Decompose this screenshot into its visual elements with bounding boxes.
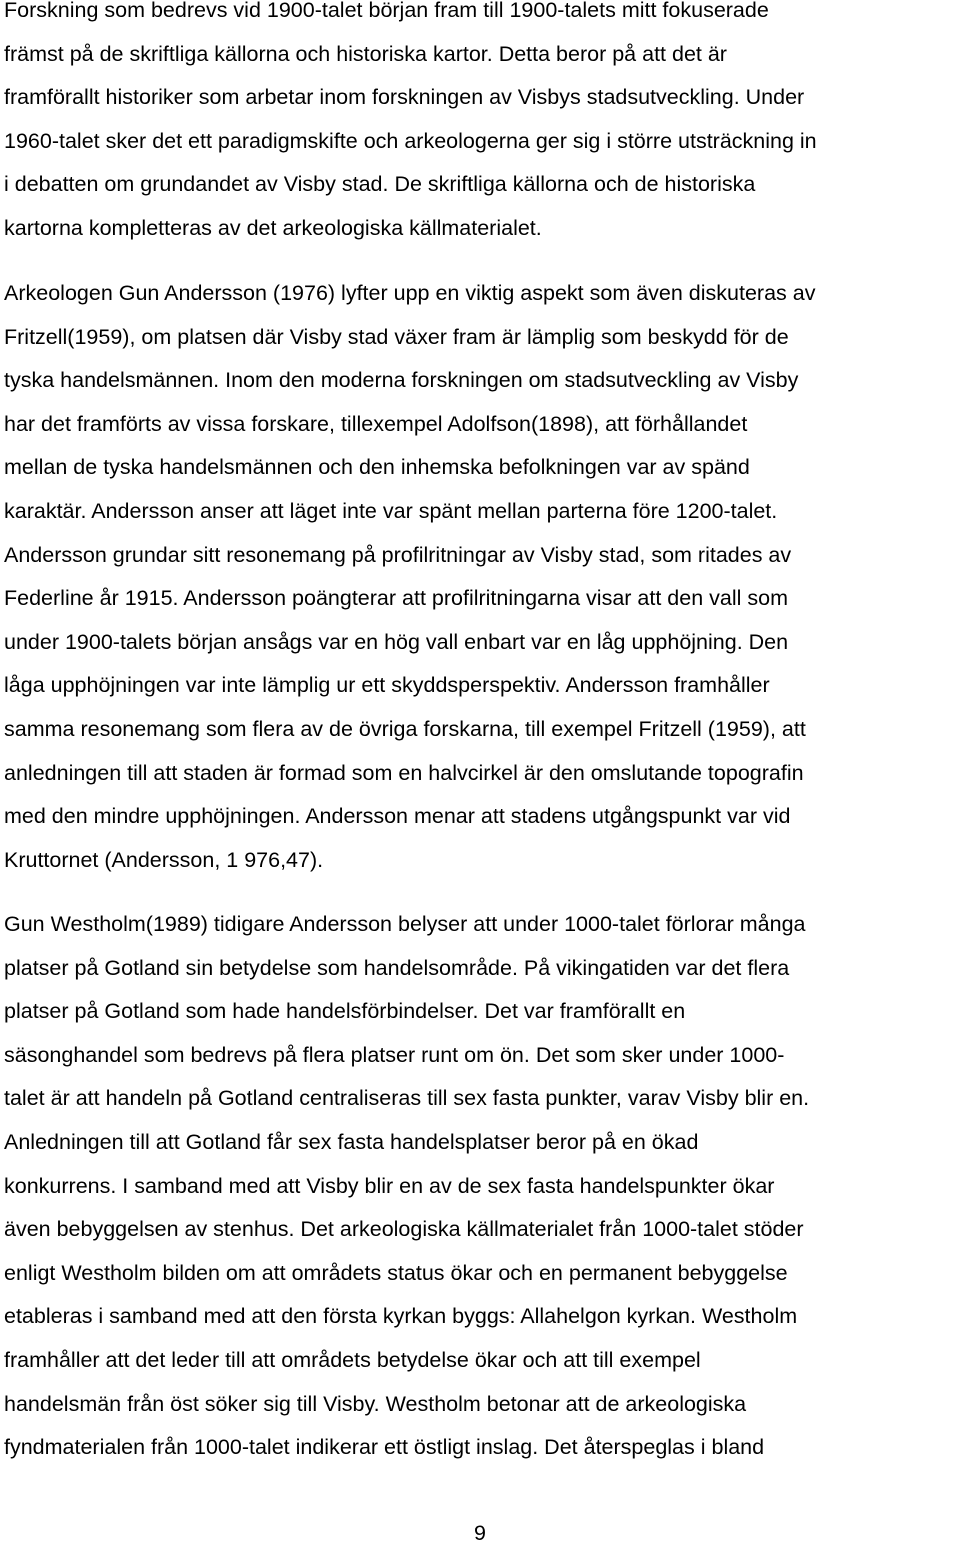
paragraph-2: [4, 272, 960, 882]
text-line: enligt Westholm bilden om att områdets status ökar och en permanent bebyggelse: [4, 1260, 788, 1285]
text-line: platser på Gotland sin betydelse som handelsområde. På vikingatiden var det flera: [4, 955, 790, 980]
text-line: 1960-talet sker det ett paradigmskifte och arkeologerna ger sig i större utsträckning in: [4, 128, 817, 153]
text-line: talet är att handeln på Gotland centraliseras till sex fasta punkter, varav Visby blir en.: [4, 1086, 810, 1111]
text-line: även bebyggelsen av stenhus. Det arkeologiska källmaterialet från 1000-talet stöder: [4, 1217, 804, 1242]
text-line: Federline år 1915. Andersson poängterar att profilritningarna visar att den vall som: [4, 586, 788, 611]
paragraph-3: [4, 903, 960, 1470]
text-line: Fritzell(1959), om platsen där Visby stad växer fram är lämplig som beskydd för de: [4, 324, 789, 349]
text-line: låga upphöjningen var inte lämplig ur ett skyddsperspektiv. Andersson framhåller: [4, 673, 770, 698]
text-line: Forskning som bedrevs vid 1900-talet början fram till 1900-talets mitt fokuserade: [4, 0, 769, 22]
text-line: framhåller att det leder till att områdets betydelse ökar och att till exempel: [4, 1347, 701, 1372]
text-line: säsonghandel som bedrevs på flera platser runt om ön. Det som sker under 1000-: [4, 1042, 785, 1067]
text-line: främst på de skriftliga källorna och historiska kartor. Detta beror på att det är: [4, 41, 727, 66]
text-line: etableras i samband med att den första kyrkan byggs: Allahelgon kyrkan. Westholm: [4, 1304, 798, 1329]
text-line: platser på Gotland som hade handelsförbindelser. Det var framförallt en: [4, 999, 686, 1024]
text-line: konkurrens. I samband med att Visby blir en av de sex fasta handelspunkter ökar: [4, 1173, 775, 1198]
text-line: anledningen till att staden är formad som en halvcirkel är den omslutande topografin: [4, 760, 804, 785]
text-line: samma resonemang som flera av de övriga forskarna, till exempel Fritzell (1959), att: [4, 716, 806, 741]
text-line: Andersson grundar sitt resonemang på profilritningar av Visby stad, som ritades av: [4, 542, 792, 567]
text-line: har det framförts av vissa forskare, tillexempel Adolfson(1898), att förhållandet: [4, 411, 748, 436]
text-line: i debatten om grundandet av Visby stad. De skriftliga källorna och de historiska: [4, 172, 756, 197]
text-line: Anledningen till att Gotland får sex fasta handelsplatser beror på en ökad: [4, 1129, 699, 1154]
text-line: Gun Westholm(1989) tidigare Andersson belyser att under 1000-talet förlorar många: [4, 912, 806, 936]
text-line: framförallt historiker som arbetar inom forskningen av Visbys stadsutveckling. Under: [4, 85, 805, 110]
text-line: mellan de tyska handelsmännen och den inhemska befolkningen var av spänd: [4, 455, 750, 480]
text-line: under 1900-talets början ansågs var en hög vall enbart var en låg upphöjning. Den: [4, 629, 789, 654]
text-line: handelsmän från öst söker sig till Visby. Westholm betonar att de arkeologiska: [4, 1391, 747, 1416]
text-line: Kruttornet (Andersson, 1 976,47).: [4, 847, 324, 872]
text-line: Arkeologen Gun Andersson (1976) lyfter upp en viktig aspekt som även diskuteras av: [4, 281, 816, 305]
text-line: kartorna kompletteras av det arkeologiska källmaterialet.: [4, 215, 542, 240]
text-line: med den mindre upphöjningen. Andersson menar att stadens utgångspunkt var vid: [4, 804, 791, 829]
text-line: karaktär. Andersson anser att läget inte var spänt mellan parterna före 1200-talet.: [4, 498, 778, 523]
page-number: 9: [474, 1521, 486, 1545]
text-line: tyska handelsmännen. Inom den moderna forskningen om stadsutveckling av Visby: [4, 368, 799, 393]
paragraph-1: [4, 0, 960, 251]
text-line: fyndmaterialen från 1000-talet indikerar ett östligt inslag. Det återspeglas i bland: [4, 1435, 765, 1460]
